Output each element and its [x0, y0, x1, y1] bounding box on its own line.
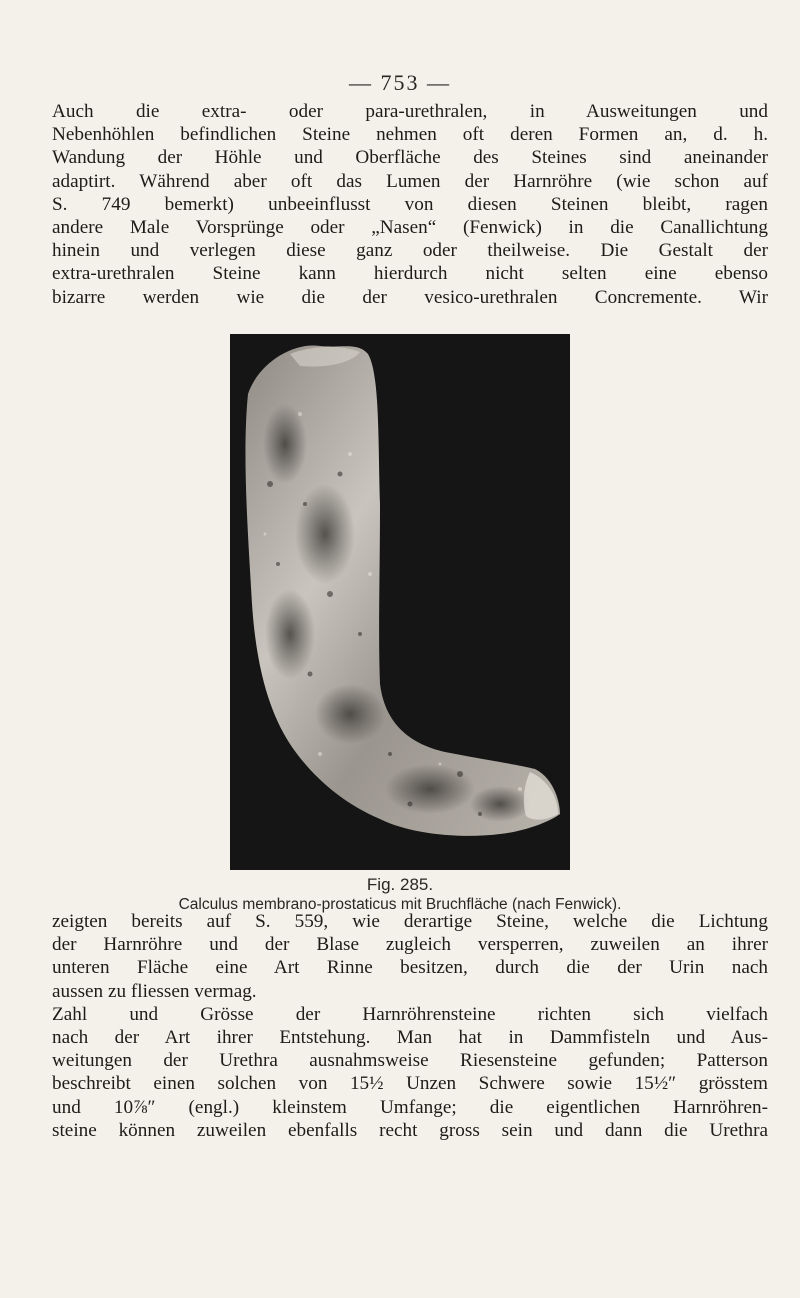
text-line: steine können zuweilen ebenfalls recht gross sein und dann die Urethra — [52, 1119, 768, 1141]
text-line: hinein und verlegen diese ganz oder theilweise. Die Gestalt der — [52, 240, 768, 262]
text-line: extra-urethralen Steine kann hierdurch nicht selten eine ebenso — [52, 263, 768, 285]
text-line: und 10⅞″ (engl.) kleinstem Umfange; die eigentlichen Harnröhren- — [52, 1096, 768, 1118]
text-line: beschreibt einen solchen von 15½ Unzen Schwere sowie 15½″ grösstem — [52, 1073, 768, 1095]
text-line: weitungen der Urethra ausnahmsweise Riesensteine gefunden; Patterson — [52, 1050, 768, 1072]
text-line: unteren Fläche eine Art Rinne besitzen, durch die der Urin nach — [52, 957, 768, 979]
text-line: Wandung der Höhle und Oberfläche des Steines sind aneinander — [52, 147, 768, 169]
text-line: der Harnröhre und der Blase zugleich versperren, zuweilen an ihrer — [52, 934, 768, 956]
figure-caption: Calculus membrano-prostaticus mit Bruchfläche (nach Fenwick). — [178, 896, 622, 913]
text-line: Auch die extra- oder para-urethralen, in Ausweitungen und — [52, 101, 768, 122]
paragraph-top — [52, 100, 768, 309]
figure-label: Fig. 285. — [366, 875, 434, 894]
page-number: — 753 — — [349, 70, 451, 95]
text-line: Nebenhöhlen befindlichen Steine nehmen oft deren Formen an, d. h. — [52, 124, 768, 146]
calculus-figure-image — [230, 334, 570, 870]
calculus-photograph-icon — [230, 334, 570, 870]
paragraph-bottom — [52, 910, 768, 1142]
text-line: adaptirt. Während aber oft das Lumen der Harnröhre (wie schon auf — [52, 170, 768, 192]
text-line: andere Male Vorsprünge oder „Nasen“ (Fenwick) in die Canallichtung — [52, 217, 768, 239]
text-line: S. 749 bemerkt) unbeeinflusst von diesen Steinen bleibt, ragen — [52, 193, 768, 215]
text-line: nach der Art ihrer Entstehung. Man hat in Dammfisteln und Aus- — [52, 1027, 768, 1049]
text-line: bizarre werden wie die der vesico-urethralen Concremente. Wir — [52, 286, 768, 308]
text-line: zeigten bereits auf S. 559, wie derartige Steine, welche die Lichtung — [52, 911, 768, 932]
text-line: Zahl und Grösse der Harnröhrensteine richten sich vielfach — [52, 1003, 768, 1025]
text-line: aussen zu fliessen vermag. — [52, 980, 257, 1002]
